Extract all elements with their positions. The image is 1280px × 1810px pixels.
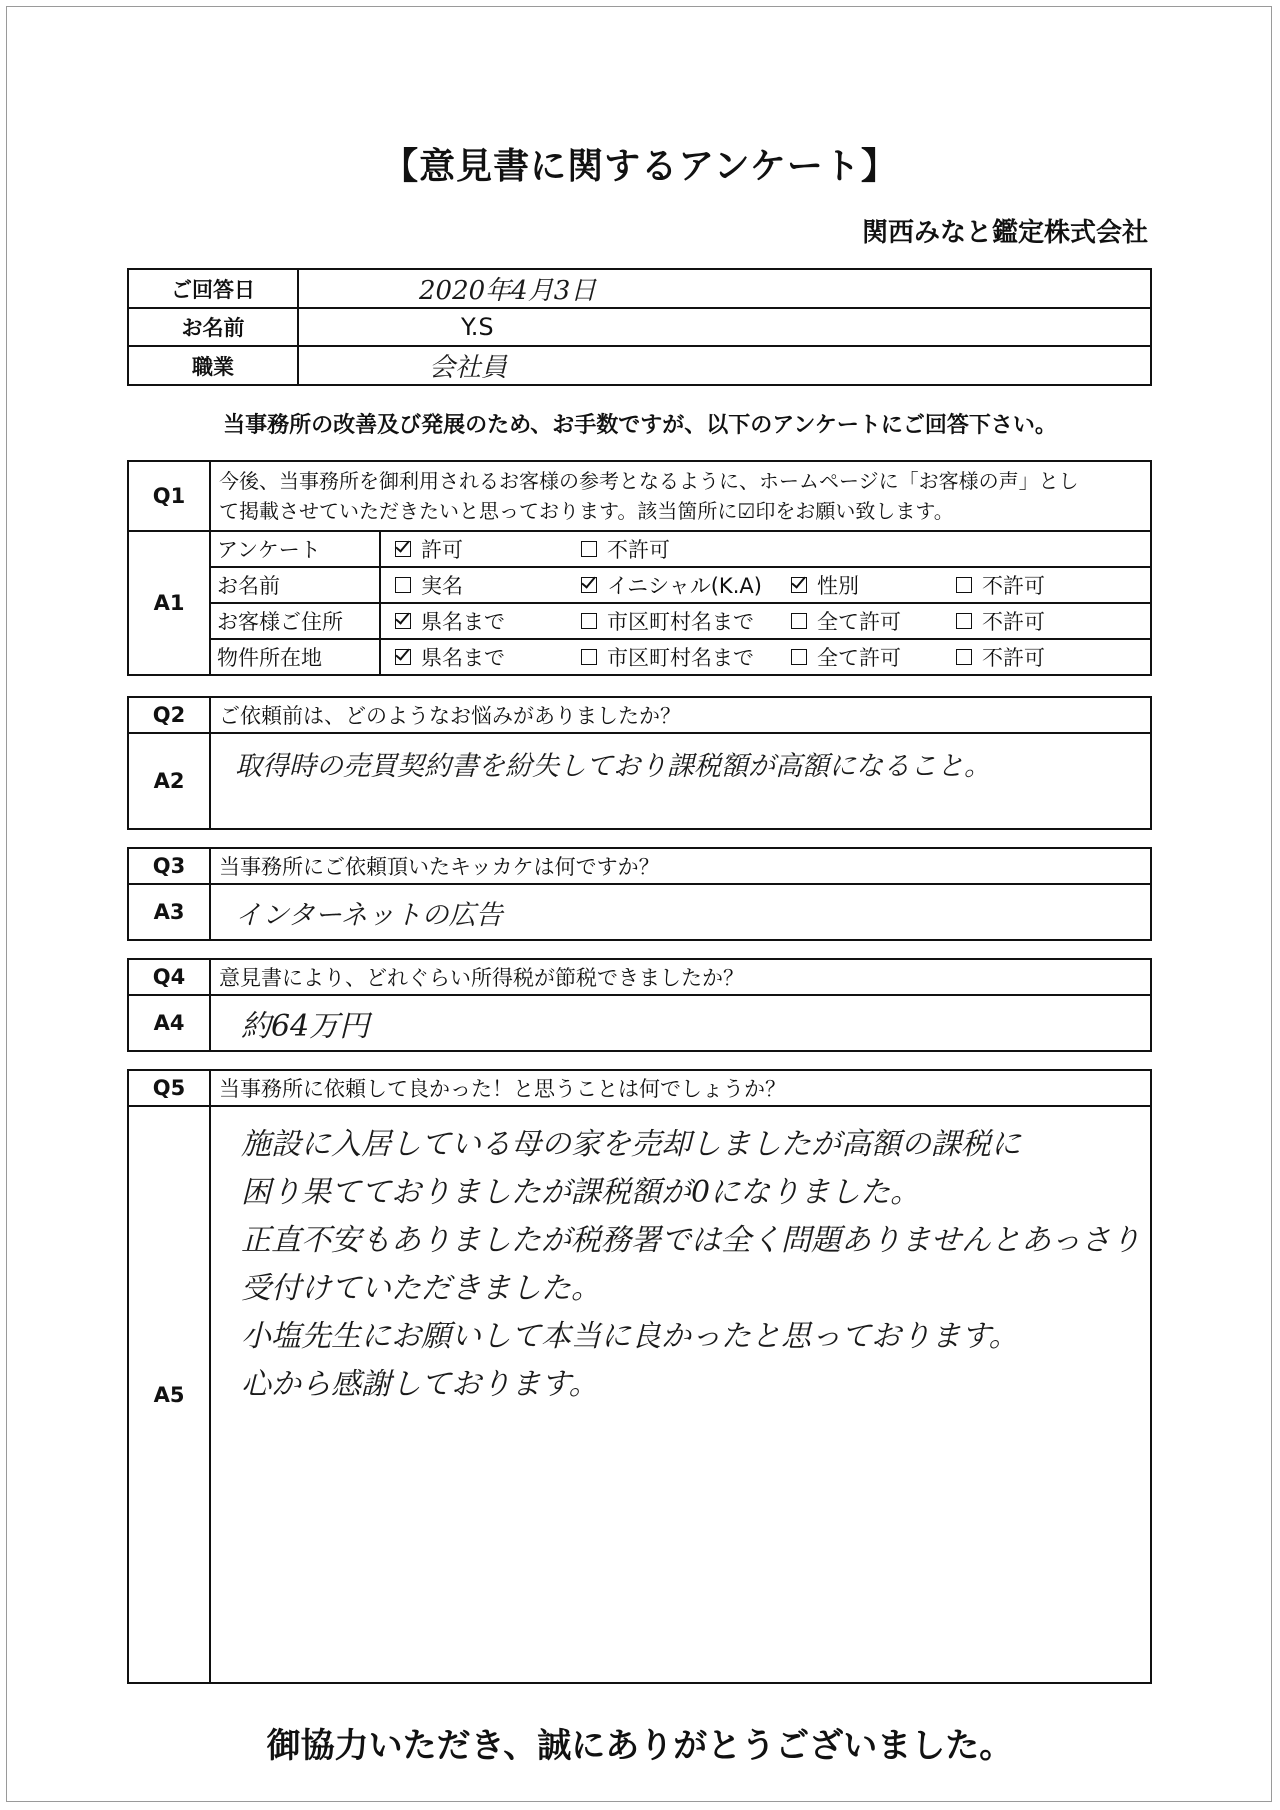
a1-row-name-opt3 xyxy=(791,567,956,603)
option-label: 市区町村名まで xyxy=(607,646,754,670)
option-label: 実名 xyxy=(421,574,463,598)
name-value: Y.S xyxy=(298,308,1151,346)
option-label: 市区町村名まで xyxy=(607,610,754,634)
a3-label: A3 xyxy=(128,884,210,940)
a1-label: A1 xyxy=(128,531,210,675)
option-label: 全て許可 xyxy=(817,610,901,634)
a1-row-property-opt2 xyxy=(565,639,791,675)
a1-row-name-opt2 xyxy=(565,567,791,603)
q4-question: 意見書により、どれぐらい所得税が節税できましたか？ xyxy=(210,959,1151,995)
q1-table xyxy=(127,460,1152,676)
checked-box-icon[interactable] xyxy=(395,541,411,557)
option-label: 性別 xyxy=(817,574,859,598)
a1-row-address-opt1 xyxy=(380,603,565,639)
unchecked-box-icon[interactable] xyxy=(581,649,597,665)
checked-box-icon[interactable] xyxy=(581,577,597,593)
a1-row-survey-label: アンケート xyxy=(210,531,380,567)
a1-row-address-label: お客様ご住所 xyxy=(210,603,380,639)
company-name: 関西みなと鑑定株式会社 xyxy=(861,218,1148,248)
a1-row-property-opt4 xyxy=(956,639,1151,675)
a4-label: A4 xyxy=(128,995,210,1051)
closing-message: 御協力いただき、誠にありがとうございました。 xyxy=(266,1726,1014,1766)
name-label: お名前 xyxy=(128,308,298,346)
unchecked-box-icon[interactable] xyxy=(581,541,597,557)
a5-answer-line: 正直不安もありましたが税務署では全く問題ありませんとあっさり xyxy=(241,1223,1141,1258)
unchecked-box-icon[interactable] xyxy=(956,577,972,593)
q3-table xyxy=(127,847,1152,941)
checked-box-icon[interactable] xyxy=(791,577,807,593)
a5-answer-line: 心から感謝しております。 xyxy=(241,1367,599,1402)
a1-row-survey-opt2 xyxy=(565,531,1151,567)
a1-row-address-opt2 xyxy=(565,603,791,639)
q3-label: Q3 xyxy=(128,848,210,884)
option-label: 不許可 xyxy=(982,610,1045,634)
q2-label: Q2 xyxy=(128,697,210,733)
unchecked-box-icon[interactable] xyxy=(791,613,807,629)
option-label: 許可 xyxy=(421,538,463,562)
occupation-label: 職業 xyxy=(128,346,298,385)
q1-question-line1: 今後、当事務所を御利用されるお客様の参考となるように、ホームページに「お客様の声」とし xyxy=(219,469,1079,493)
unchecked-box-icon[interactable] xyxy=(956,613,972,629)
page-title: 【意見書に関するアンケート】 xyxy=(382,146,898,187)
a5-answer-line: 困り果てておりましたが課税額が0になりました。 xyxy=(241,1175,921,1210)
a5-answer-line: 受付けていただきました。 xyxy=(241,1271,601,1306)
a1-row-name-label: お名前 xyxy=(210,567,380,603)
q1-question-line2: て掲載させていただきたいと思っております。該当箇所に☑印をお願い致します。 xyxy=(219,499,954,523)
a4-answer: 約64万円 xyxy=(210,995,1151,1051)
q1-question xyxy=(210,461,1151,531)
answer-date-value: 2020年4月3日 xyxy=(298,269,1151,308)
a1-row-name-opt1 xyxy=(380,567,565,603)
respondent-info-table xyxy=(127,268,1152,386)
unchecked-box-icon[interactable] xyxy=(791,649,807,665)
q4-table xyxy=(127,958,1152,1052)
a3-answer: インターネットの広告 xyxy=(210,884,1151,940)
option-label: イニシャル(K.A) xyxy=(607,574,762,598)
q5-table xyxy=(127,1069,1152,1684)
intro-text: 当事務所の改善及び発展のため、お手数ですが、以下のアンケートにご回答下さい。 xyxy=(223,413,1057,438)
q5-label: Q5 xyxy=(128,1070,210,1106)
a1-row-property-label: 物件所在地 xyxy=(210,639,380,675)
a1-row-address-opt4 xyxy=(956,603,1151,639)
q1-label: Q1 xyxy=(128,461,210,531)
a1-row-property-opt3 xyxy=(791,639,956,675)
option-label: 不許可 xyxy=(982,646,1045,670)
q5-question: 当事務所に依頼して良かった！と思うことは何でしょうか？ xyxy=(210,1070,1151,1106)
answer-date-label: ご回答日 xyxy=(128,269,298,308)
occupation-value: 会社員 xyxy=(298,346,1151,385)
a5-answer-line: 施設に入居している母の家を売却しましたが高額の課税に xyxy=(241,1127,1021,1162)
a5-answer-line: 小塩先生にお願いして本当に良かったと思っております。 xyxy=(241,1319,1019,1354)
a5-answer xyxy=(210,1106,1151,1683)
option-label: 全て許可 xyxy=(817,646,901,670)
q3-question: 当事務所にご依頼頂いたキッカケは何ですか？ xyxy=(210,848,1151,884)
a1-row-address-opt3 xyxy=(791,603,956,639)
a5-label: A5 xyxy=(128,1106,210,1683)
unchecked-box-icon[interactable] xyxy=(956,649,972,665)
a1-row-property-opt1 xyxy=(380,639,565,675)
checked-box-icon[interactable] xyxy=(395,649,411,665)
option-label: 県名まで xyxy=(421,646,505,670)
a2-label: A2 xyxy=(128,733,210,829)
q2-question: ご依頼前は、どのようなお悩みがありましたか？ xyxy=(210,697,1151,733)
option-label: 不許可 xyxy=(982,574,1045,598)
option-label: 不許可 xyxy=(607,538,670,562)
q2-table xyxy=(127,696,1152,830)
unchecked-box-icon[interactable] xyxy=(581,613,597,629)
a2-answer: 取得時の売買契約書を紛失しており課税額が高額になること。 xyxy=(210,733,1151,829)
option-label: 県名まで xyxy=(421,610,505,634)
a1-row-name-opt4 xyxy=(956,567,1151,603)
q4-label: Q4 xyxy=(128,959,210,995)
checked-box-icon[interactable] xyxy=(395,613,411,629)
unchecked-box-icon[interactable] xyxy=(395,577,411,593)
a1-row-survey-opt1 xyxy=(380,531,565,567)
